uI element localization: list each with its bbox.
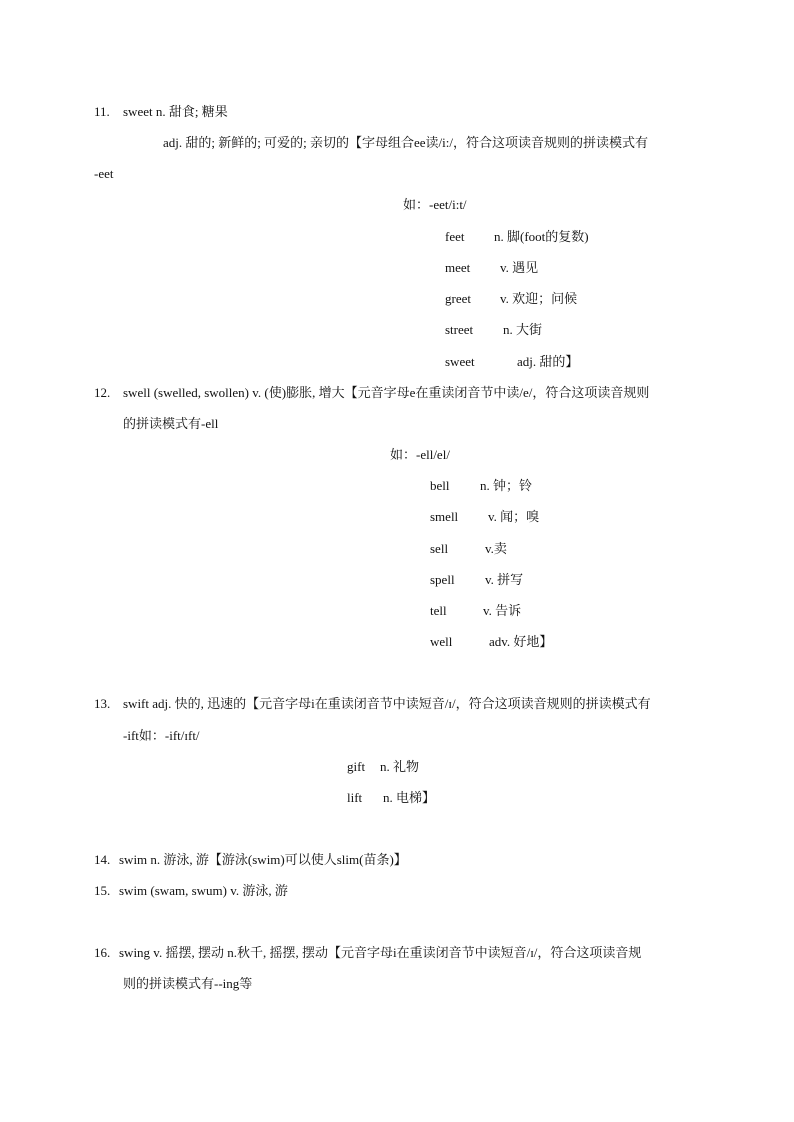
example-word: lift	[347, 790, 363, 805]
entry-headword-line: swing v. 摇摆, 摆动 n.秋千, 摇摆, 摆动【元音字母i在重读闭音节中读短音/ɪ/，符合这项读音规	[119, 945, 642, 960]
entry-number: 15.	[94, 883, 111, 898]
example-word: meet	[445, 260, 471, 275]
entry-number: 14.	[94, 852, 111, 867]
entry-headword-line: swift adj. 快的, 迅速的【元音字母i在重读闭音节中读短音/ɪ/，符合这项读音规则的拼读模式有	[123, 696, 651, 711]
example-meaning: n. 电梯】	[383, 790, 436, 805]
example-meaning: adv. 好地】	[489, 634, 553, 649]
example-word: well	[430, 634, 453, 649]
entry-definition-line: -eet	[94, 166, 114, 181]
example-header: 如：-eet/i:t/	[403, 197, 467, 212]
example-word: tell	[430, 603, 447, 618]
example-header: 如：-ell/el/	[390, 447, 450, 462]
example-meaning: v. 拼写	[485, 572, 524, 587]
entry-headword-line: swim n. 游泳, 游【游泳(swim)可以使人slim(苗条)】	[119, 852, 407, 867]
entry-headword-line: sweet n. 甜食; 糖果	[123, 104, 228, 119]
example-meaning: v. 欢迎；问候	[500, 291, 578, 306]
example-meaning: n. 大街	[503, 322, 543, 337]
example-meaning: v. 遇见	[500, 260, 539, 275]
example-word: sweet	[445, 354, 475, 369]
entry-definition-line: adj. 甜的; 新鲜的; 可爱的; 亲切的【字母组合ee读/i:/，符合这项读音规则的拼读模式有	[163, 135, 648, 150]
entry-number: 12.	[94, 385, 111, 400]
example-meaning: n. 礼物	[380, 759, 420, 774]
entry-definition-line: 的拼读模式有-ell	[123, 416, 219, 431]
example-word: feet	[445, 229, 465, 244]
example-word: greet	[445, 291, 471, 306]
example-word: sell	[430, 541, 449, 556]
example-word: smell	[430, 509, 459, 524]
entry-number: 13.	[94, 696, 111, 711]
example-word: bell	[430, 478, 450, 493]
example-meaning: v. 闻；嗅	[488, 509, 540, 524]
example-meaning: adj. 甜的】	[517, 354, 579, 369]
entry-headword-line: swell (swelled, swollen) v. (使)膨胀, 增大【元音字母e在重读闭音节中读/e/，符合这项读音规则	[123, 385, 650, 400]
example-word: street	[445, 322, 474, 337]
entry-definition-line: 则的拼读模式有--ing等	[123, 976, 253, 991]
example-meaning: n. 脚(foot的复数)	[494, 229, 589, 244]
entry-definition-line: -ift如：-ift/ɪft/	[123, 728, 200, 743]
example-meaning: n. 钟；铃	[480, 478, 533, 493]
example-meaning: v. 告诉	[483, 603, 522, 618]
entry-number: 16.	[94, 945, 111, 960]
example-meaning: v.卖	[485, 541, 507, 556]
example-word: spell	[430, 572, 455, 587]
entry-number: 11.	[94, 104, 110, 119]
entry-headword-line: swim (swam, swum) v. 游泳, 游	[119, 883, 288, 898]
example-word: gift	[347, 759, 366, 774]
